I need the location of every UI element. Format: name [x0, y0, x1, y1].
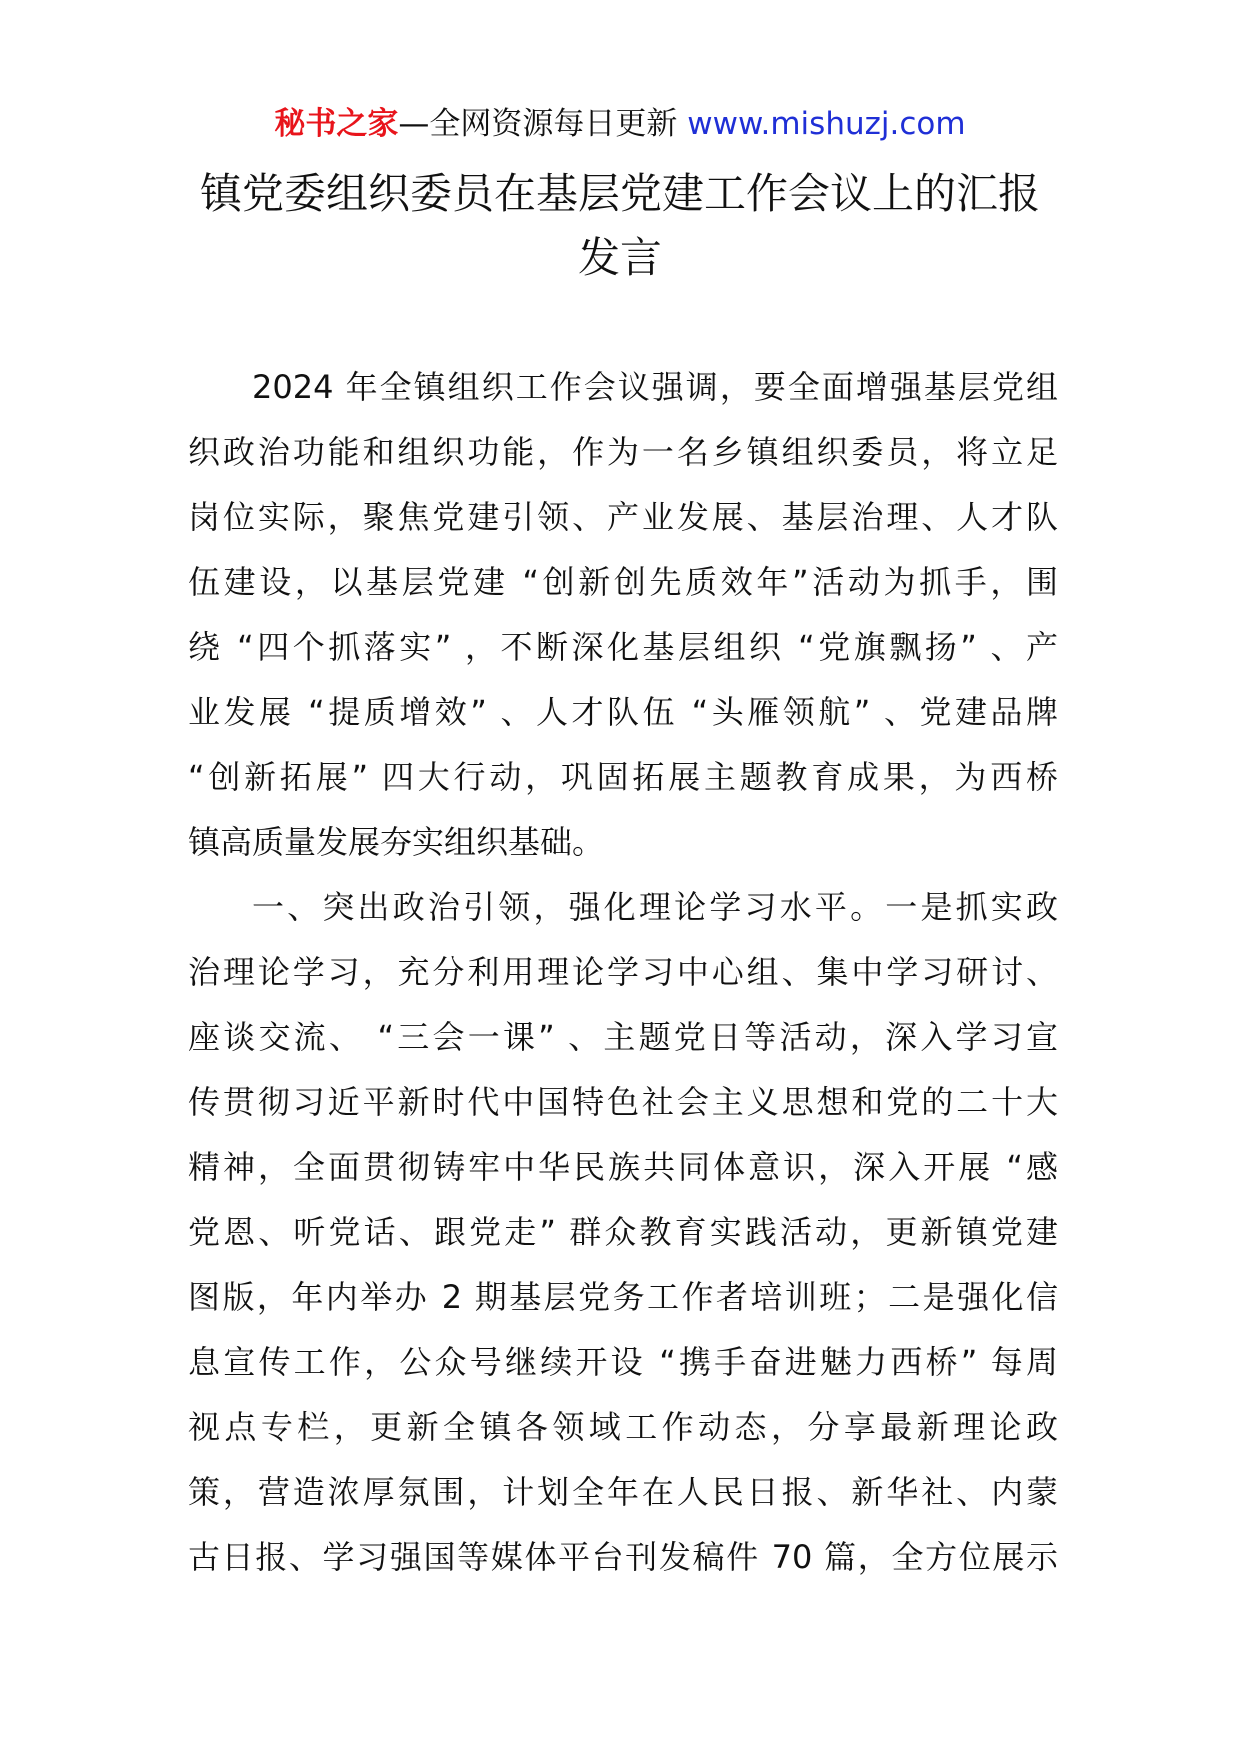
- document-body: [188, 355, 1058, 1590]
- paragraph-1-line-4: 伍建设，以基层党建 “创新创先质效年”活动为抓手，围: [188, 563, 1058, 601]
- paragraph-2-line-7: 图版，年内举办 2 期基层党务工作者培训班；二是强化信: [188, 1278, 1058, 1316]
- document-title: [160, 162, 1080, 290]
- paragraph-1-line-8: 镇高质量发展夯实组织基础。: [188, 823, 605, 861]
- paragraph-2-line-9: 视点专栏，更新全镇各领域工作动态，分享最新理论政: [188, 1408, 1058, 1446]
- paragraph-2-line-4: 传贯彻习近平新时代中国特色社会主义思想和党的二十大: [188, 1083, 1058, 1121]
- paragraph-2-line-2: 治理论学习，充分利用理论学习中心组、集中学习研讨、: [188, 953, 1058, 991]
- document-title-line-1: 镇党委组织委员在基层党建工作会议上的汇报: [199, 169, 1040, 218]
- site-brand: 秘书之家: [274, 106, 399, 142]
- paragraph-2-line-11: 古日报、学习强国等媒体平台刊发稿件 70 篇，全方位展示: [188, 1538, 1058, 1576]
- site-slogan: —全网资源每日更新: [398, 106, 688, 142]
- paragraph-2-line-1: 一、突出政治引领，强化理论学习水平。一是抓实政: [252, 888, 1058, 926]
- paragraph-2-line-5: 精神，全面贯彻铸牢中华民族共同体意识，深入开展 “感: [188, 1148, 1058, 1186]
- paragraph-2-line-8: 息宣传工作，公众号继续开设 “携手奋进魅力西桥” 每周: [188, 1343, 1058, 1381]
- paragraph-2-line-10: 策，营造浓厚氛围，计划全年在人民日报、新华社、内蒙: [188, 1473, 1058, 1511]
- paragraph-2-line-6: 党恩、听党话、跟党走” 群众教育实践活动，更新镇党建: [188, 1213, 1058, 1251]
- paragraph-2-line-3: 座谈交流、 “三会一课” 、主题党日等活动，深入学习宣: [188, 1018, 1058, 1056]
- paragraph-1-line-6: 业发展 “提质增效” 、人才队伍 “头雁领航” 、党建品牌: [188, 693, 1058, 731]
- paragraph-1-line-7: “创新拓展” 四大行动，巩固拓展主题教育成果，为西桥: [188, 758, 1058, 796]
- paragraph-1-line-3: 岗位实际，聚焦党建引领、产业发展、基层治理、人才队: [188, 498, 1058, 536]
- paragraph-1-line-1: 2024 年全镇组织工作会议强调，要全面增强基层党组: [252, 368, 1058, 406]
- paragraph-1-line-5: 绕 “四个抓落实” ，不断深化基层组织 “党旗飘扬” 、产: [188, 628, 1058, 666]
- site-header: [0, 102, 1240, 146]
- paragraph-1-line-2: 织政治功能和组织功能，作为一名乡镇组织委员，将立足: [188, 433, 1058, 471]
- document-title-line-2: 发言: [577, 233, 662, 282]
- site-url-link[interactable]: www.mishuzj.com: [687, 106, 966, 142]
